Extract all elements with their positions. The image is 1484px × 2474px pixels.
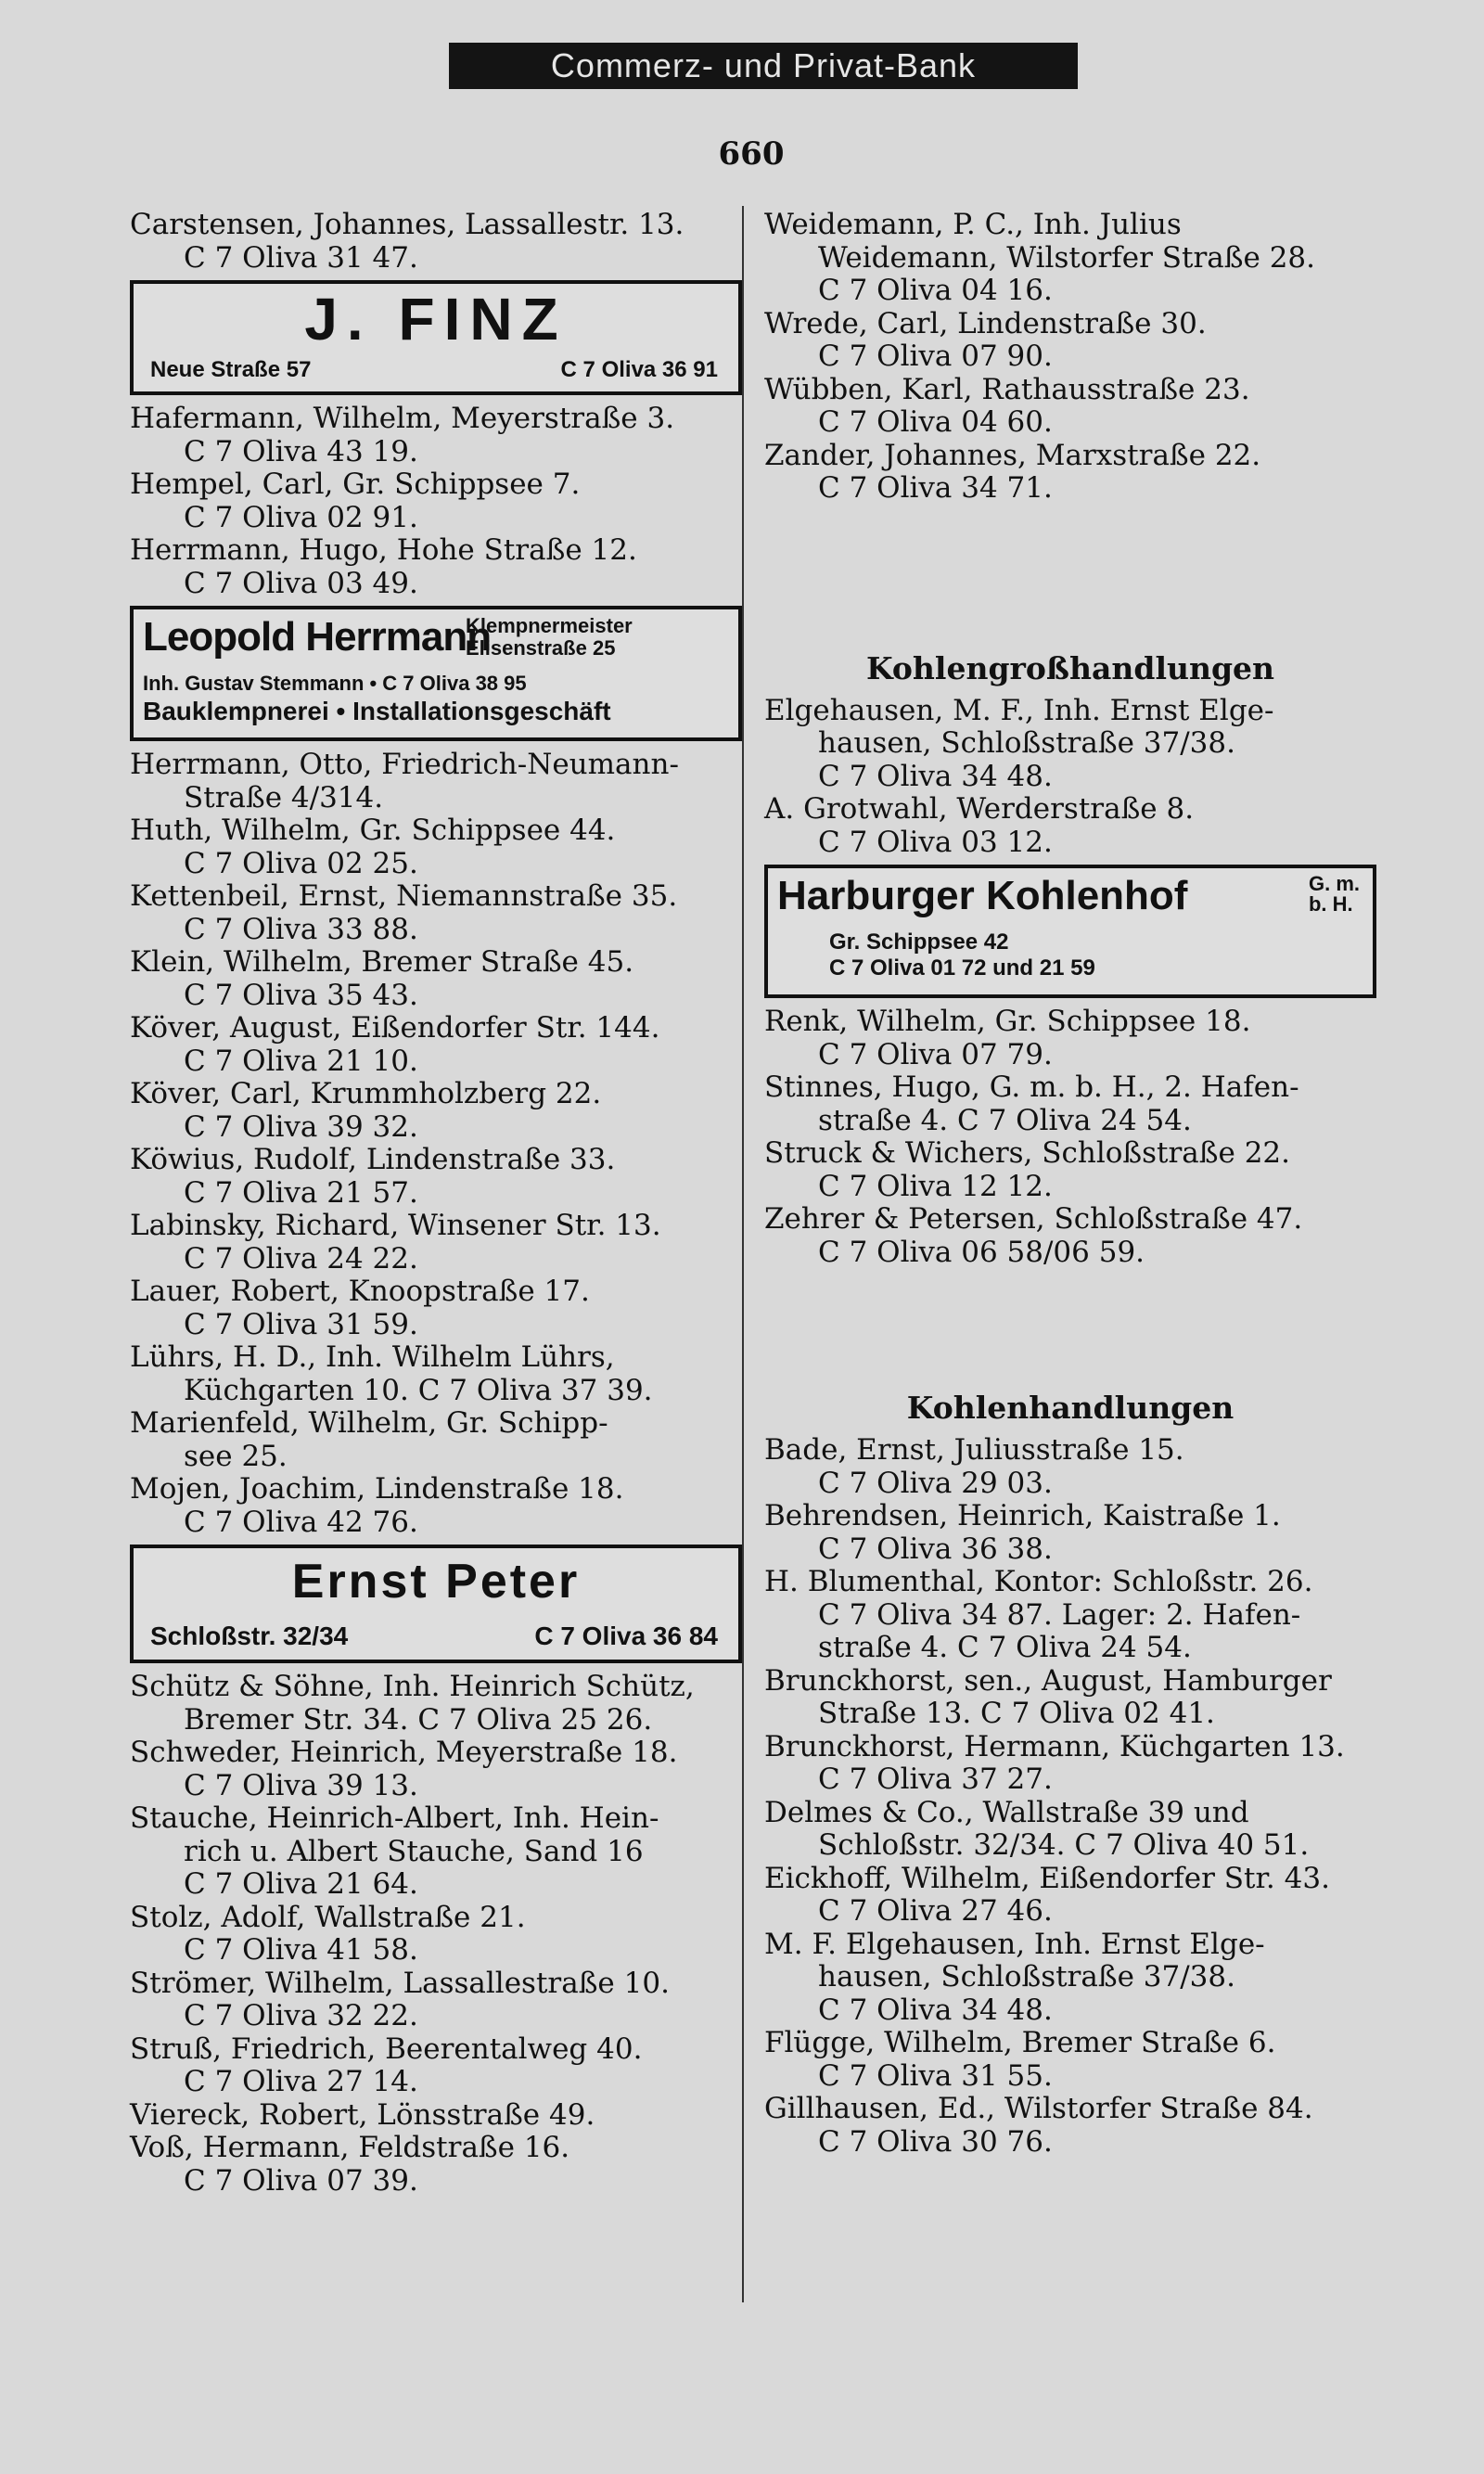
entry-name-line: Hafermann, Wilhelm, Meyerstraße 3. [130,402,675,435]
directory-entry [130,1210,742,1275]
entry-detail-line: C 7 Oliva 27 46. [818,1894,1053,1928]
directory-entry [130,1275,742,1341]
entry-name-line: Klein, Wilhelm, Bremer Straße 45. [130,945,634,979]
directory-entry [764,1203,1376,1269]
directory-entry [130,2033,742,2099]
directory-entry [130,1144,742,1210]
directory-entry [764,1137,1376,1203]
directory-entry [130,880,742,946]
directory-entry [764,374,1376,440]
ad-title: Harburger Kohlenhof [777,873,1188,918]
directory-entry [130,1078,742,1144]
entry-detail-line: C 7 Oliva 34 71. [818,471,1053,505]
directory-entry [130,468,742,534]
entry-detail-line: C 7 Oliva 04 16. [818,274,1053,307]
directory-entry [764,1071,1376,1137]
directory-entry [130,946,742,1012]
entry-name-line: Delmes & Co., Wallstraße 39 und [764,1795,1249,1829]
entry-detail-line: Schloßstr. 32/34. C 7 Oliva 40 51. [818,1828,1310,1862]
entry-detail-line: C 7 Oliva 34 48. [818,1993,1053,2027]
ad-phone: C 7 Oliva 36 84 [534,1621,718,1650]
ad-services: Bauklempnerei • Installationsgeschäft [143,697,611,725]
directory-entry [130,1737,742,1802]
entry-name-line: Schweder, Heinrich, Meyerstraße 18. [130,1736,678,1769]
entry-name-line: Labinsky, Richard, Winsener Str. 13. [130,1209,661,1242]
entry-detail-line: see 25. [184,1439,288,1473]
entry-name-line: Stauche, Heinrich-Albert, Inh. Hein- [130,1801,659,1835]
entry-name-line: Wrede, Carl, Lindenstraße 30. [764,306,1207,340]
section-heading: Kohlengroßhandlungen [865,649,1275,686]
spacer [764,1269,1376,1390]
entry-detail-line: Bremer Str. 34. C 7 Oliva 25 26. [184,1702,653,1737]
entry-detail-line: hausen, Schloßstraße 37/38. [818,1960,1235,1993]
entry-detail-line: C 7 Oliva 30 76. [818,2124,1053,2159]
directory-entry [764,1929,1376,2028]
section-heading: Kohlenhandlungen [906,1390,1235,1426]
ad-title: Ernst Peter [291,1555,581,1609]
ad-herrmann [130,606,742,741]
entries-group [764,1006,1376,1269]
entry-name-line: Viereck, Robert, Lönsstraße 49. [130,2097,595,2132]
entry-name-line: Köver, Carl, Krummholzberg 22. [130,1077,602,1110]
entry-name-line: Stolz, Adolf, Wallstraße 21. [130,1900,526,1934]
entry-name-line: Herrmann, Hugo, Hohe Straße 12. [130,533,637,567]
directory-entry [130,1968,742,2033]
entries-group [130,209,742,275]
directory-entry [764,1566,1376,1665]
entry-detail-line: C 7 Oliva 31 55. [818,2058,1053,2093]
entry-detail-line: C 7 Oliva 02 25. [184,846,418,880]
entry-name-line: Brunckhorst, sen., August, Hamburger [764,1663,1332,1698]
entry-detail-line: Straße 13. C 7 Oliva 02 41. [818,1697,1215,1730]
entry-detail-line: C 7 Oliva 29 03. [818,1466,1053,1500]
directory-entry [764,209,1376,308]
entry-detail-line: C 7 Oliva 07 39. [184,2163,418,2198]
entry-detail-line: Straße 4/314. [184,780,384,814]
page-number: 660 [718,135,785,173]
entry-detail-line: C 7 Oliva 07 79. [818,1037,1053,1071]
entry-detail-line: C 7 Oliva 42 76. [184,1505,418,1539]
directory-entry [130,749,742,814]
entry-name-line: Zehrer & Petersen, Schloßstraße 47. [764,1202,1303,1236]
entry-detail-line: hausen, Schloßstraße 37/38. [818,726,1235,760]
directory-entry [764,1797,1376,1863]
entries-group [130,1671,742,2198]
entry-detail-line: C 7 Oliva 41 58. [184,1933,418,1967]
directory-entry [130,209,742,275]
entry-detail-line: C 7 Oliva 33 88. [184,912,418,946]
directory-entry [764,1500,1376,1566]
directory-entry [764,308,1376,374]
entries-group [764,209,1376,506]
ad-harburger-kohlenhof [764,865,1376,998]
entry-detail-line: C 7 Oliva 36 38. [818,1532,1053,1566]
entry-detail-line: C 7 Oliva 39 32. [184,1109,418,1144]
ad-phone: C 7 Oliva 01 72 und 21 59 [829,955,1095,981]
entry-detail-line: straße 4. C 7 Oliva 24 54. [818,1631,1192,1664]
entry-name-line: Struck & Wichers, Schloßstraße 22. [764,1136,1290,1170]
directory-entry [764,2027,1376,2093]
entry-detail-line: C 7 Oliva 02 91. [184,500,418,534]
entry-detail-line: C 7 Oliva 21 10. [184,1044,418,1078]
ad-phone: C 7 Oliva 36 91 [560,356,718,382]
entry-name-line: Strömer, Wilhelm, Lassallestraße 10. [130,1966,670,2000]
entry-name-line: M. F. Elgehausen, Inh. Ernst Elge- [764,1927,1265,1961]
right-column [764,209,1376,2159]
directory-entry [764,1731,1376,1797]
directory-entry [130,1473,742,1539]
entry-name-line: Eickhoff, Wilhelm, Eißendorfer Str. 43. [764,1861,1330,1895]
entry-name-line: Elgehausen, M. F., Inh. Ernst Elge- [764,693,1274,727]
ad-owner: Inh. Gustav Stemmann • C 7 Oliva 38 95 [143,672,527,695]
entry-name-line: Zander, Johannes, Marxstraße 22. [764,438,1261,472]
entry-name-line: Renk, Wilhelm, Gr. Schippsee 18. [764,1005,1251,1038]
entry-detail-line: C 7 Oliva 39 13. [184,1768,418,1802]
column-divider [742,206,744,2302]
bank-banner: Commerz- und Privat-Bank [449,43,1078,89]
directory-entry [130,1902,742,1968]
entry-name-line: Voß, Hermann, Feldstraße 16. [130,2131,570,2164]
directory-entry [130,2132,742,2198]
directory-entry [764,440,1376,506]
entry-detail-line: C 7 Oliva 35 43. [184,978,418,1012]
directory-entry [130,1341,742,1407]
entry-detail-line: C 7 Oliva 04 60. [818,405,1053,439]
entry-detail-line: Weidemann, Wilstorfer Straße 28. [818,240,1315,275]
entry-name-line: Weidemann, P. C., Inh. Julius [764,208,1182,241]
entry-name-line: Behrendsen, Heinrich, Kaistraße 1. [764,1499,1281,1532]
entry-detail-line: C 7 Oliva 32 22. [184,1999,418,2032]
entry-name-line: Struß, Friedrich, Beerentalweg 40. [130,2032,643,2066]
entry-detail-line: C 7 Oliva 07 90. [818,340,1053,373]
entry-detail-line: C 7 Oliva 31 47. [184,240,418,275]
directory-entry [764,2093,1376,2159]
entry-detail-line: C 7 Oliva 43 19. [184,434,418,468]
spacer [764,506,1376,650]
directory-entry [764,1434,1376,1500]
directory-entry [130,1802,742,1902]
directory-entry [764,1006,1376,1071]
directory-entry [764,695,1376,794]
entry-name-line: Bade, Ernst, Juliusstraße 15. [764,1433,1184,1467]
directory-entry [130,1671,742,1737]
ad-legal-form-line: G. m. [1308,872,1360,895]
ad-finz [130,280,742,395]
entry-detail-line: C 7 Oliva 34 48. [818,759,1053,793]
entries-group [764,1434,1376,2159]
entry-detail-line: Küchgarten 10. C 7 Oliva 37 39. [184,1373,653,1407]
entries-group [130,403,742,600]
entry-detail-line: C 7 Oliva 03 12. [818,825,1053,859]
entry-name-line: Schütz & Söhne, Inh. Heinrich Schütz, [130,1670,695,1703]
entry-detail-line: C 7 Oliva 27 14. [184,2065,418,2098]
entry-name-line: Flügge, Wilhelm, Bremer Straße 6. [764,2026,1276,2059]
entry-name-line: Köver, August, Eißendorfer Str. 144. [130,1011,660,1045]
directory-entry [130,814,742,880]
directory-entry [130,2099,742,2133]
directory-entry [130,403,742,468]
entry-detail-line: C 7 Oliva 21 64. [184,1867,418,1901]
left-column [130,209,742,2198]
entry-name-line: Köwius, Rudolf, Lindenstraße 33. [130,1143,616,1176]
ad-title: Leopold Herrmann [143,614,492,660]
entry-name-line: H. Blumenthal, Kontor: Schloßstr. 26. [764,1565,1313,1598]
entry-detail-line: C 7 Oliva 06 58/06 59. [818,1235,1145,1269]
entry-name-line: Stinnes, Hugo, G. m. b. H., 2. Hafen- [764,1070,1299,1104]
entries-group [764,695,1376,860]
ad-address: Gr. Schippsee 42 [829,929,1009,955]
directory-entry [764,1665,1376,1731]
ad-ernst-peter [130,1545,742,1663]
entry-name-line: Gillhausen, Ed., Wilstorfer Straße 84. [764,2092,1313,2125]
entry-detail-line: C 7 Oliva 34 87. Lager: 2. Hafen- [818,1597,1301,1632]
entry-name-line: Carstensen, Johannes, Lassallestr. 13. [130,208,684,241]
directory-entry [130,534,742,600]
entry-detail-line: C 7 Oliva 03 49. [184,566,418,600]
entry-name-line: Marienfeld, Wilhelm, Gr. Schipp- [130,1406,608,1440]
entry-name-line: Hempel, Carl, Gr. Schippsee 7. [130,468,581,501]
entry-name-line: Brunckhorst, Hermann, Küchgarten 13. [764,1729,1345,1763]
entry-detail-line: rich u. Albert Stauche, Sand 16 [184,1834,644,1868]
ad-legal-form-line: b. H. [1308,892,1353,916]
entry-detail-line: C 7 Oliva 21 57. [184,1175,418,1210]
entry-detail-line: C 7 Oliva 12 12. [818,1169,1053,1203]
entry-name-line: Kettenbeil, Ernst, Niemannstraße 35. [130,879,678,913]
entry-name-line: Herrmann, Otto, Friedrich-Neumann- [130,748,679,781]
entry-name-line: Huth, Wilhelm, Gr. Schippsee 44. [130,814,616,847]
entry-detail-line: C 7 Oliva 31 59. [184,1307,418,1341]
ad-address: Neue Straße 57 [150,356,312,382]
directory-entry [764,793,1376,859]
entry-name-line: A. Grotwahl, Werderstraße 8. [764,792,1195,826]
directory-entry [130,1012,742,1078]
entry-detail-line: C 7 Oliva 24 22. [184,1241,418,1275]
ad-title: J. FINZ [304,286,568,353]
entry-detail-line: straße 4. C 7 Oliva 24 54. [818,1103,1192,1137]
entry-detail-line: C 7 Oliva 37 27. [818,1763,1053,1796]
directory-entry [764,1863,1376,1929]
ad-street: Elisenstraße 25 [466,636,616,660]
entry-name-line: Wübben, Karl, Rathausstraße 23. [764,372,1250,406]
ad-trade: Klempnermeister [466,614,633,637]
ad-address: Schloßstr. 32/34 [150,1621,349,1650]
entry-name-line: Lauer, Robert, Knoopstraße 17. [130,1275,590,1308]
ad-legal-form [1309,874,1360,915]
entry-name-line: Mojen, Joachim, Lindenstraße 18. [130,1472,624,1506]
entries-group [130,749,742,1539]
entry-name-line: Lührs, H. D., Inh. Wilhelm Lührs, [130,1340,615,1374]
directory-entry [130,1407,742,1473]
